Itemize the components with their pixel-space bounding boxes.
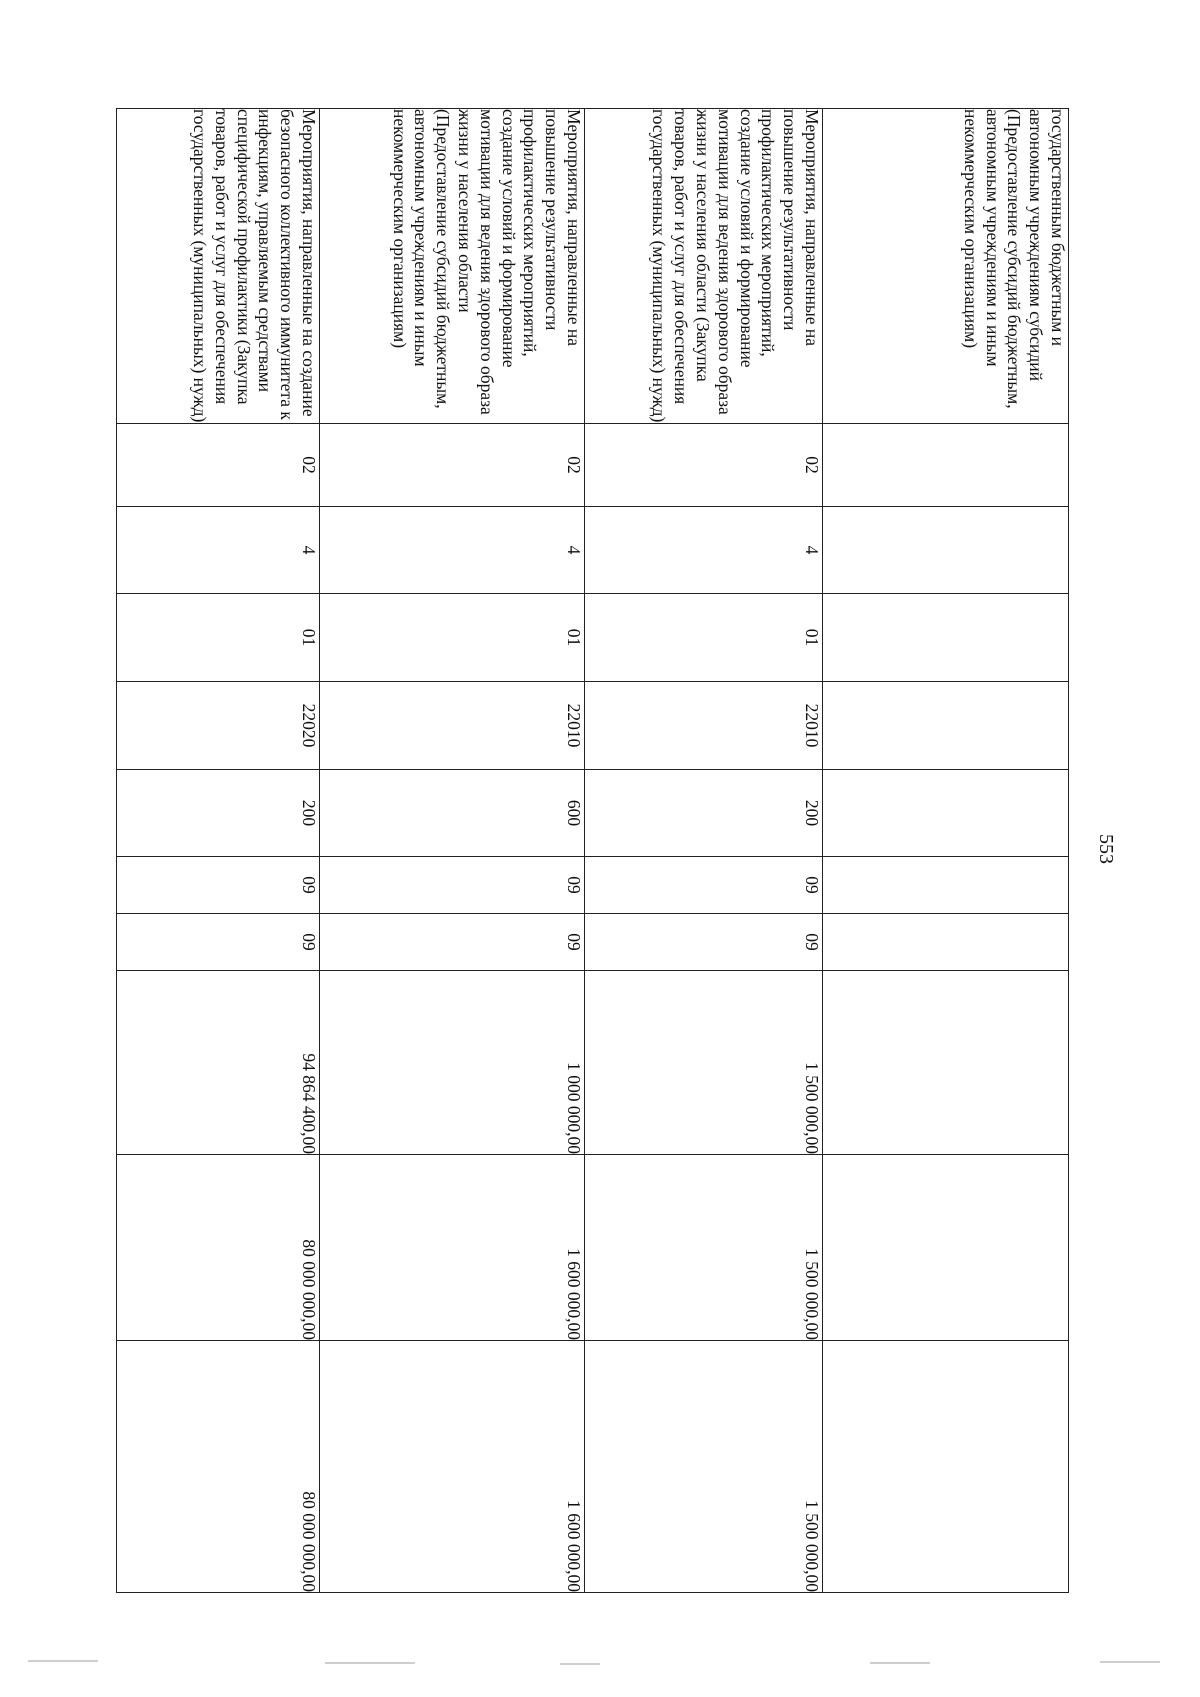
table-row <box>823 109 1069 1593</box>
subsection-code: 09 <box>585 914 823 971</box>
amount-year-3: 1 500 000,00 <box>585 1341 823 1593</box>
budget-table <box>116 108 1069 1593</box>
section-code: 09 <box>117 857 320 914</box>
main-event-code: 01 <box>117 594 320 682</box>
scan-mark <box>325 1662 415 1664</box>
amount-year-2: 1 600 000,00 <box>320 1155 585 1341</box>
main-event-code: 01 <box>320 594 585 682</box>
scan-mark <box>1100 1661 1160 1663</box>
subsection-code <box>823 914 1069 971</box>
amount-year-2: 80 000 000,00 <box>117 1155 320 1341</box>
section-code <box>823 857 1069 914</box>
subprogram-code <box>823 507 1069 594</box>
scan-mark <box>870 1662 930 1664</box>
amount-year-2: 1 500 000,00 <box>585 1155 823 1341</box>
section-code: 09 <box>320 857 585 914</box>
program-code: 02 <box>320 424 585 507</box>
amount-year-1: 1 000 000,00 <box>320 971 585 1155</box>
amount-year-1: 1 500 000,00 <box>585 971 823 1155</box>
direction-code <box>823 682 1069 770</box>
program-code: 02 <box>585 424 823 507</box>
amount-year-2 <box>823 1155 1069 1341</box>
expense-type-code: 200 <box>117 770 320 857</box>
amount-year-1 <box>823 971 1069 1155</box>
row-description: Мероприятия, направленные на повышение результативности профилактических мероприятий, создание условий и формирование мотивации для ведения здорового образа жизни у населения области (Закупка товаров, работ и услуг для обеспечения государственных (муниципальных) нужд) <box>585 109 823 424</box>
section-code: 09 <box>585 857 823 914</box>
row-description: Мероприятия, направленные на повышение результативности профилактических мероприятий, создание условий и формирование мотивации для ведения здорового образа жизни у населения области (Предоставление субсидий бюджетным, автономным учреждениям и иным некоммерческим организациям) <box>320 109 585 424</box>
table-row <box>585 109 823 1593</box>
main-event-code <box>823 594 1069 682</box>
rotated-table-wrapper <box>117 108 1069 1592</box>
program-code <box>823 424 1069 507</box>
subsection-code: 09 <box>320 914 585 971</box>
row-description: Мероприятия, направленные на создание безопасного коллективного иммунитета к инфекциям, управляемым средствами специфической профилактики (Закупка товаров, работ и услуг для обеспечения государственных (муниципальных) нужд) <box>117 109 320 424</box>
main-event-code: 01 <box>585 594 823 682</box>
table-row <box>320 109 585 1593</box>
scan-mark <box>28 1660 98 1662</box>
amount-year-3: 80 000 000,00 <box>117 1341 320 1593</box>
subprogram-code: 4 <box>585 507 823 594</box>
amount-year-3: 1 600 000,00 <box>320 1341 585 1593</box>
scan-mark <box>560 1663 600 1665</box>
table-row <box>117 109 320 1593</box>
row-description: государственным бюджетным и автономным учреждениям субсидий (Предоставление субсидий бюджетным, автономным учреждениям и иным некоммерческим организациям) <box>823 109 1069 424</box>
page-number: 553 <box>1095 834 1117 864</box>
amount-year-1: 94 864 400,00 <box>117 971 320 1155</box>
subprogram-code: 4 <box>320 507 585 594</box>
direction-code: 22010 <box>320 682 585 770</box>
budget-sheet <box>117 108 1069 1592</box>
expense-type-code: 200 <box>585 770 823 857</box>
expense-type-code: 600 <box>320 770 585 857</box>
subprogram-code: 4 <box>117 507 320 594</box>
subsection-code: 09 <box>117 914 320 971</box>
amount-year-3 <box>823 1341 1069 1593</box>
direction-code: 22010 <box>585 682 823 770</box>
program-code: 02 <box>117 424 320 507</box>
direction-code: 22020 <box>117 682 320 770</box>
expense-type-code <box>823 770 1069 857</box>
